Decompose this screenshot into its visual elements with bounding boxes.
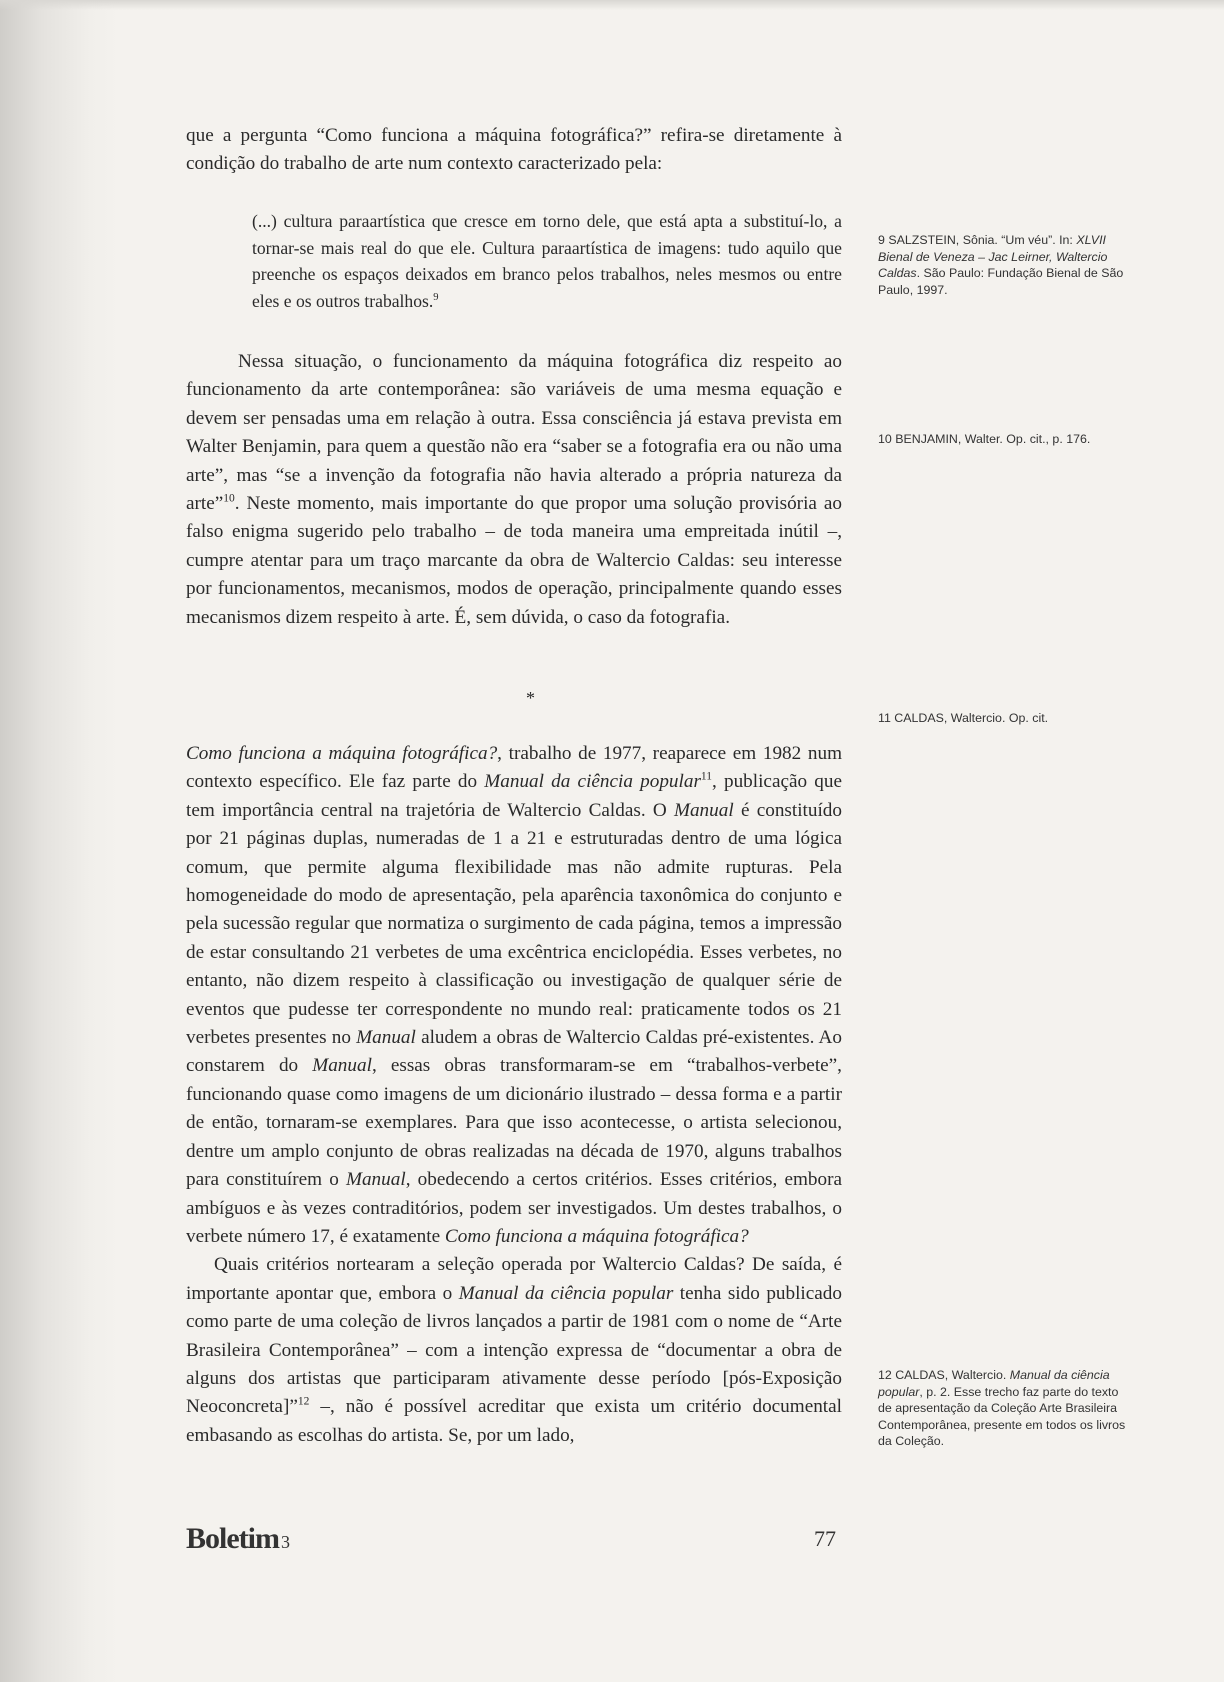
footnote-12-tail: , p. 2. Esse trecho faz parte do texto de apresentação da Coleção Arte Brasileira Contemporânea, presente em todos os livros da Coleção. — [878, 1384, 1126, 1449]
footnote-ref-10: 10 — [223, 492, 235, 505]
journal-logo — [186, 1522, 289, 1556]
paragraph-3-part-c: é constituído por 21 páginas duplas, numeradas de 1 a 21 e estruturadas dentro de uma lógica comum, que permite alguma flexibilidade mas não admite rupturas. Pela homogeneidade do modo de apresentação, pela aparência taxonômica do conjunto e pela sucessão regular que normatiza o surgimento de cada página, temos a impressão de estar consultando 21 verbetes de uma excêntrica enciclopédia. Esses verbetes, no entanto, não dizem respeito à classificação ou investigação de qualquer série de eventos que pudesse ter correspondente no mundo real: praticamente todos os 21 verbetes presentes no — [186, 799, 842, 1049]
journal-name: Boletim — [186, 1522, 279, 1555]
paragraph-3-part-e: , essas obras transformaram-se em “trabalhos-verbete”, funcionando quase como imagens de um dicionário ilustrado – dessa forma e a partir de então, tornaram-se exemplares. Para que isso acontecesse, o artista selecionou, dentre um amplo conjunto de obras realizadas na década de 1970, alguns trabalhos para constituírem o — [186, 1055, 842, 1191]
paragraph-benjamin — [186, 348, 842, 632]
paragraph-3-part-d: aludem a obras de Waltercio Caldas pré-existentes. Ao constarem do — [186, 1027, 842, 1077]
manual-title: Manual da ciência popular — [484, 771, 701, 793]
manual-ref: Manual — [673, 799, 734, 821]
footnote-9 — [878, 232, 1128, 298]
block-quote — [252, 208, 842, 314]
paragraph-3-part-f: , obedecendo a certos critérios. Esses critérios, embora ambíguos e às vezes contraditórios, podem ser investigados. Um destes trabalhos, o verbete número 17, é exatamente — [186, 1169, 842, 1247]
footnote-12 — [878, 1367, 1128, 1450]
manual-title: Manual da ciência popular — [458, 1282, 674, 1304]
footnote-ref-9: 9 — [433, 291, 439, 303]
footnote-9-tail: . São Paulo: Fundação Bienal de São Paulo, 1997. — [878, 266, 1124, 297]
journal-issue: 3 — [280, 1532, 289, 1552]
paragraph-2-part-a: Nessa situação, o funcionamento da máquina fotográfica diz respeito ao funcionamento da arte contemporânea: são variáveis de uma mesma equação e devem ser pensadas uma em relação à outra. Essa consciência já estava prevista em Walter Benjamin, para quem a questão não era “saber se a fotografia era ou não uma arte”, mas “se a invenção da fotografia não havia alterado a própria natureza da arte” — [186, 351, 842, 515]
paragraph-4-part-a: Quais critérios nortearam a seleção operada por Waltercio Caldas? De saída, é importante apontar que, embora o — [186, 1254, 842, 1304]
footnote-ref-11: 11 — [700, 771, 712, 784]
top-edge-shadow — [0, 0, 1224, 10]
paragraph-4 — [186, 1251, 842, 1450]
footnote-9-lead: 9 SALZSTEIN, Sônia. “Um véu”. In: — [878, 233, 1077, 247]
quote-paragraph — [252, 208, 842, 314]
manual-ref: Manual — [312, 1055, 372, 1077]
footnote-9-title: XLVII Bienal de Veneza – Jac Leirner, Waltercio Caldas — [878, 233, 1108, 281]
binding-shadow — [0, 0, 120, 1682]
work-title: Como funciona a máquina fotográfica? — [444, 1225, 749, 1247]
footnote-ref-12: 12 — [297, 1395, 310, 1408]
footnote-10: 10 BENJAMIN, Walter. Op. cit., p. 176. — [878, 432, 1091, 446]
paragraph-4-part-b: tenha sido publicado como parte de uma coleção de livros lançados a partir de 1981 com o nome de “Arte Brasileira Contemporânea” – com a intenção expressa de “documentar a obra de alguns dos artistas que participaram ativamente desse período [pós-Exposição Neoconcreta]” — [186, 1282, 842, 1418]
footnote-11: 11 CALDAS, Waltercio. Op. cit. — [878, 711, 1049, 725]
main-text-block — [186, 740, 842, 1450]
manual-ref: Manual — [356, 1027, 416, 1049]
paragraph-3-part-a: , trabalho de 1977, reaparece em 1982 num contexto específico. Ele faz parte do — [186, 743, 842, 793]
paragraph-4-part-c: –, não é possível acreditar que exista um critério documental embasando as escolhas do artista. Se, por um lado, — [186, 1396, 842, 1446]
quote-text: (...) cultura paraartística que cresce em torno dele, que está apta a substituí-lo, a tornar-se mais real do que ele. Cultura paraartística de imagens: tudo aquilo que preenche os espaços deixados em branco pelos trabalhos, neles mesmos ou entre eles e os outros trabalhos. — [252, 211, 842, 311]
section-separator: * — [526, 688, 535, 708]
paragraph-3-part-b: , publicação que tem importância central na trajetória de Waltercio Caldas. O — [186, 771, 842, 821]
footnote-12-lead: 12 CALDAS, Waltercio. — [878, 1368, 1010, 1382]
footnote-12-title: Manual da ciência popular — [878, 1368, 1110, 1399]
paragraph-2-part-b: . Neste momento, mais importante do que propor uma solução provisória ao falso enigma sugerido pelo trabalho – de toda maneira uma empreitada inútil –, cumpre atentar para um traço marcante da obra de Waltercio Caldas: seu interesse por funcionamentos, mecanismos, modos de operação, principalmente quando esses mecanismos dizem respeito à arte. É, sem dúvida, o caso da fotografia. — [186, 493, 842, 628]
paragraph-3 — [186, 740, 842, 1251]
manual-ref: Manual — [345, 1169, 406, 1191]
intro-text: que a pergunta “Como funciona a máquina fotográfica?” refira-se diretamente à condição do trabalho de arte num contexto caracterizado pela: — [186, 125, 842, 175]
paragraph-2 — [186, 348, 842, 632]
page-number: 77 — [814, 1526, 836, 1551]
work-title: Como funciona a máquina fotográfica? — [186, 743, 498, 764]
intro-paragraph — [186, 122, 842, 179]
